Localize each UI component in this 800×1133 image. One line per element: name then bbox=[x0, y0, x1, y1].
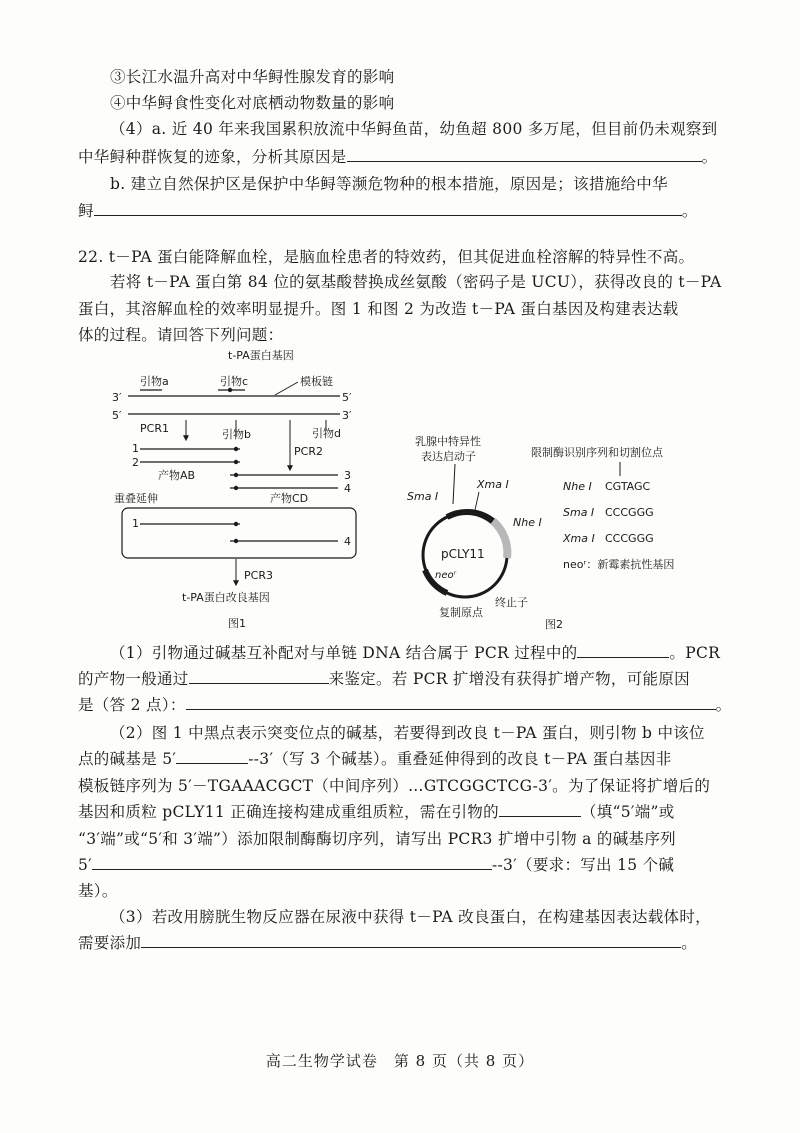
sub2-line6: 5′ --3′（要求：写出 15 个碱 bbox=[78, 856, 675, 874]
template-label: 模板链 bbox=[300, 375, 333, 388]
q22-stem-line3: 蛋白，其溶解血栓的效率明显提升。图 1 和图 2 为改造 t－PA 蛋白基因及构建表达载 bbox=[78, 300, 679, 318]
mutation-dot bbox=[234, 473, 238, 477]
origin-label: 复制原点 bbox=[439, 606, 483, 619]
sub1-line2: 的产物一般通过 来鉴定。若 PCR 扩增没有获得扩增产物，可能原因 bbox=[78, 670, 690, 688]
answer-blank bbox=[499, 801, 581, 817]
answer-blank bbox=[189, 668, 329, 684]
q22-stem-line2: 若将 t－PA 蛋白第 84 位的氨基酸替换成丝氨酸（密码子是 UCU），获得改良的 t－PA bbox=[110, 273, 722, 291]
neo-note: neoʳ：新霉素抗性基因 bbox=[563, 558, 675, 571]
xma-pointer bbox=[475, 492, 479, 510]
sub2-line5: “3′端”或“5′和 3′端”）添加限制酶酶切序列，请写出 PCR3 扩增中引物 a 的碱基序列 bbox=[78, 830, 676, 848]
end-label: 3′ bbox=[112, 391, 122, 404]
answer-blank bbox=[347, 146, 702, 162]
fig2-caption: 图2 bbox=[545, 618, 563, 631]
nhe-site-label: Nhe Ⅰ bbox=[513, 516, 542, 529]
primer-b-label: 引物b bbox=[222, 428, 251, 441]
strand-number: 4 bbox=[344, 482, 351, 495]
primer-c-label: 引物c bbox=[220, 375, 249, 388]
nhe-enzyme: Nhe Ⅰ bbox=[563, 480, 592, 493]
promoter-segment bbox=[447, 512, 493, 521]
xma-site-label: Xma Ⅰ bbox=[477, 478, 509, 491]
promoter-label: 乳腺中特异性 bbox=[415, 435, 481, 448]
sub2-line7: 基）。 bbox=[78, 882, 118, 900]
sub1-line1: （1）引物通过碱基互补配对与单链 DNA 结合属于 PCR 过程中的 。PCR bbox=[110, 644, 721, 662]
mutation-dot bbox=[234, 447, 238, 451]
q4b-line2: 鲟 。 bbox=[78, 202, 698, 220]
strand-number: 4 bbox=[344, 535, 351, 548]
answer-blank bbox=[186, 694, 716, 710]
q4a-line1: （4）a. 近 40 年来我国累积放流中华鲟鱼苗，幼鱼超 800 多万尾，但目前仍未观察到 bbox=[110, 120, 718, 138]
mutation-dot bbox=[234, 522, 238, 526]
answer-blank bbox=[577, 642, 669, 658]
option-3: ③长江水温升高对中华鲟性腺发育的影响 bbox=[110, 68, 395, 86]
end-label: 5′ bbox=[342, 391, 352, 404]
overlap-label: 重叠延伸 bbox=[114, 492, 158, 505]
strand-number: 1 bbox=[132, 517, 139, 530]
terminator-label: 终止子 bbox=[495, 596, 528, 609]
overlap-box bbox=[122, 508, 356, 558]
end-label: 3′ bbox=[342, 409, 352, 422]
result-label: t-PA蛋白改良基因 bbox=[182, 591, 270, 604]
q22-stem-line1: 22. t－PA 蛋白能降解血栓，是脑血栓患者的特效药，但其促进血栓溶解的特异性不高。 bbox=[78, 248, 695, 266]
neo-label: neoʳ bbox=[435, 570, 457, 581]
plasmid-name: pCLY11 bbox=[441, 547, 485, 561]
insert-segment bbox=[493, 521, 507, 558]
nhe-sequence: CGTAGC bbox=[605, 480, 651, 493]
product-ab-label: 产物AB bbox=[158, 469, 196, 482]
pcr2-label: PCR2 bbox=[294, 445, 323, 458]
template-pointer bbox=[275, 382, 298, 395]
sub2-line3: 模板链序列为 5′－TGAAACGCT（中间序列）…GTCGGCTCG-3′。为了保证将扩增后的 bbox=[78, 777, 711, 795]
mutation-dot bbox=[228, 388, 232, 392]
primer-d-label: 引物d bbox=[312, 427, 341, 440]
mutation-dot bbox=[234, 486, 238, 490]
mutation-dot bbox=[234, 539, 238, 543]
sub1-line3: 是（答 2 点）： 。 bbox=[78, 696, 732, 714]
sma-enzyme: Sma Ⅰ bbox=[563, 506, 595, 519]
xma-enzyme: Xma Ⅰ bbox=[563, 532, 595, 545]
sub3-line2: 需要添加 。 bbox=[78, 934, 698, 952]
promoter-pointer bbox=[453, 464, 455, 504]
figure-1 bbox=[110, 345, 395, 635]
figure-2 bbox=[395, 430, 725, 635]
pcr3-label: PCR3 bbox=[244, 569, 273, 582]
sub2-line2: 点的碱基是 5′ --3′（写 3 个碱基）。重叠延伸得到的改良 t－PA 蛋白基因非 bbox=[78, 750, 672, 768]
promoter-label: 表达启动子 bbox=[421, 450, 476, 463]
option-4: ④中华鲟食性变化对底栖动物数量的影响 bbox=[110, 94, 395, 112]
sma-site-label: Sma Ⅰ bbox=[407, 490, 439, 503]
mutation-dot bbox=[234, 460, 238, 464]
product-cd-label: 产物CD bbox=[270, 492, 309, 505]
sub2-line1: （2）图 1 中黑点表示突变位点的碱基，若要得到改良 t－PA 蛋白，则引物 b 中该位 bbox=[110, 724, 705, 742]
strand-number: 3 bbox=[344, 469, 351, 482]
end-label: 5′ bbox=[112, 409, 122, 422]
q4a-line2: 中华鲟种群恢复的迹象，分析其原因是 。 bbox=[78, 148, 718, 166]
answer-blank bbox=[94, 200, 682, 216]
q22-stem-line4: 体的过程。请回答下列问题： bbox=[78, 326, 284, 344]
enzyme-table-title: 限制酶识别序列和切割位点 bbox=[531, 446, 663, 459]
sub3-line1: （3）若改用膀胱生物反应器在尿液中获得 t－PA 改良蛋白，在构建基因表达载体时， bbox=[110, 908, 711, 926]
sma-sequence: CCCGGG bbox=[605, 506, 654, 519]
answer-blank bbox=[176, 748, 248, 764]
answer-blank bbox=[92, 854, 492, 870]
strand-number: 1 bbox=[132, 442, 139, 455]
page-footer: 高二生物学试卷 第 8 页（共 8 页） bbox=[265, 1052, 535, 1070]
answer-blank bbox=[141, 932, 681, 948]
xma-sequence: CCCGGG bbox=[605, 532, 654, 545]
fig1-title: t-PA蛋白基因 bbox=[228, 349, 294, 362]
pcr1-label: PCR1 bbox=[140, 422, 169, 435]
primer-a-label: 引物a bbox=[140, 375, 169, 388]
q4b-line1: b. 建立自然保护区是保护中华鲟等濒危物种的根本措施，原因是；该措施给中华 bbox=[110, 175, 668, 193]
strand-number: 2 bbox=[132, 456, 139, 469]
fig1-caption: 图1 bbox=[228, 617, 246, 630]
sub2-line4: 基因和质粒 pCLY11 正确连接构建成重组质粒，需在引物的 （填“5′端”或 bbox=[78, 803, 675, 821]
